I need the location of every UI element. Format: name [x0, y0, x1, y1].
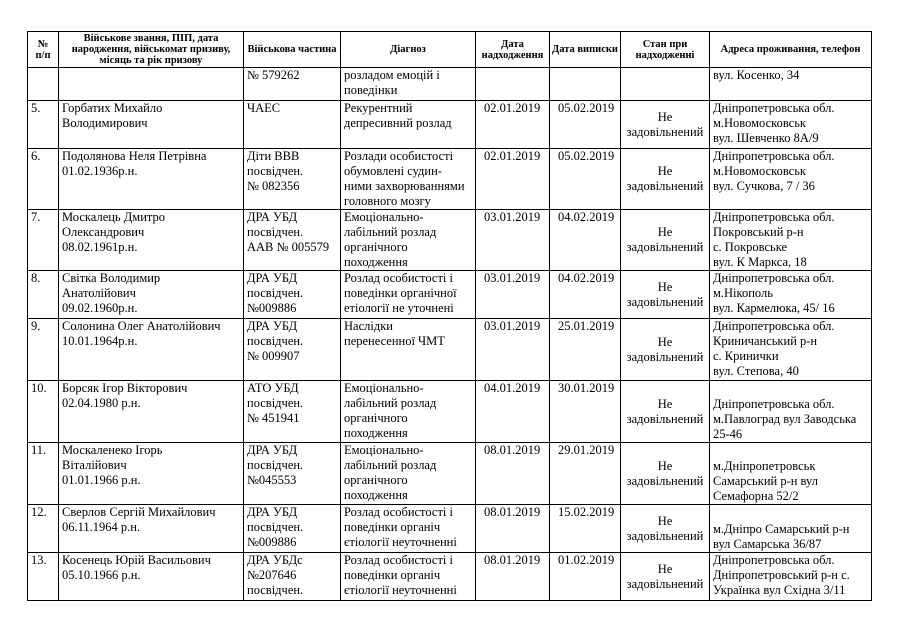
cell-diagnosis: Розлад особистості і поведінки органіч єтіології неуточненні [341, 505, 476, 553]
cell-num: 12. [28, 505, 59, 553]
cell-discharge [550, 68, 621, 101]
cell-state: Не задовільнений [621, 149, 710, 210]
cell-person: Подолянова Неля Петрівна 01.02.1936р.н. [59, 149, 244, 210]
cell-unit: АТО УБД посвідчен. № 451941 [244, 381, 341, 443]
cell-unit: № 579262 [244, 68, 341, 101]
cell-num: 5. [28, 101, 59, 149]
table-row [28, 210, 872, 271]
cell-num: 13. [28, 553, 59, 601]
cell-unit: ДРА УБД посвідчен. №045553 [244, 443, 341, 505]
cell-admission: 04.01.2019 [476, 381, 550, 443]
table-row [28, 319, 872, 381]
cell-person: Косенець Юрій Васильович 05.10.1966 р.н. [59, 553, 244, 601]
cell-address: вул. Косенко, 34 [710, 68, 872, 101]
cell-state: Не задовільнений [621, 319, 710, 381]
cell-unit: ДРА УБД посвідчен. ААВ № 005579 [244, 210, 341, 271]
cell-discharge: 05.02.2019 [550, 149, 621, 210]
cell-discharge: 15.02.2019 [550, 505, 621, 553]
cell-discharge: 25.01.2019 [550, 319, 621, 381]
cell-admission: 08.01.2019 [476, 505, 550, 553]
header-num: № п/п [28, 32, 59, 68]
cell-state: Не задовільнений [621, 210, 710, 271]
header-diagnosis: Діагноз [341, 32, 476, 68]
cell-person: Борсяк Ігор Вікторович 02.04.1980 р.н. [59, 381, 244, 443]
header-discharge: Дата виписки [550, 32, 621, 68]
cell-num: 10. [28, 381, 59, 443]
table-row [28, 101, 872, 149]
cell-unit: ДРА УБД посвідчен. №009886 [244, 505, 341, 553]
cell-person: Москаленеко Ігорь Віталійович 01.01.1966 р.н. [59, 443, 244, 505]
cell-diagnosis: Рекурентний депресивний розлад [341, 101, 476, 149]
cell-person: Сверлов Сергій Михайлович 06.11.1964 р.н. [59, 505, 244, 553]
cell-address: Дніпропетровська обл. Дніпропетровський р-н с. Українка вул Східна 3/11 [710, 553, 872, 601]
cell-state: Не задовільнений [621, 381, 710, 443]
cell-person [59, 68, 244, 101]
cell-discharge: 04.02.2019 [550, 210, 621, 271]
cell-discharge: 04.02.2019 [550, 271, 621, 319]
header-unit: Військова частина [244, 32, 341, 68]
cell-unit: ДРА УБД посвідчен. № 009907 [244, 319, 341, 381]
cell-diagnosis: Розлад особистості і поведінки органічної етіології не уточнені [341, 271, 476, 319]
cell-discharge: 30.01.2019 [550, 381, 621, 443]
cell-admission [476, 68, 550, 101]
cell-admission: 03.01.2019 [476, 319, 550, 381]
cell-num: 11. [28, 443, 59, 505]
cell-admission: 02.01.2019 [476, 101, 550, 149]
cell-discharge: 05.02.2019 [550, 101, 621, 149]
cell-diagnosis: Емоціонально- лабільний розлад органічного походження [341, 443, 476, 505]
document-page [27, 31, 872, 601]
cell-address: Дніпропетровська обл. м.Новомосковськ вул. Сучкова, 7 / 36 [710, 149, 872, 210]
cell-diagnosis: Емоціонально- лабільний розлад органічного походження [341, 381, 476, 443]
cell-num: 7. [28, 210, 59, 271]
cell-address: Дніпропетровська обл. м.Нікополь вул. Кармелюка, 45/ 16 [710, 271, 872, 319]
cell-diagnosis: Розлади особистості обумовлені судин- ними захворюваннями головного мозгу [341, 149, 476, 210]
cell-person: Солонина Олег Анатолійович 10.01.1964р.н. [59, 319, 244, 381]
cell-diagnosis: Емоціонально- лабільний розлад органічного походження [341, 210, 476, 271]
cell-admission: 02.01.2019 [476, 149, 550, 210]
cell-person: Горбатих Михайло Володимирович [59, 101, 244, 149]
cell-person: Світка Володимир Анатолійович 09.02.1960р.н. [59, 271, 244, 319]
cell-address: м.Дніпро Самарський р-н вул Самарська 36/87 [710, 505, 872, 553]
cell-discharge: 29.01.2019 [550, 443, 621, 505]
cell-state: Не задовільнений [621, 553, 710, 601]
cell-address: Дніпропетровська обл. Покровський р-н с. Покровське вул. К Маркса, 18 [710, 210, 872, 271]
cell-state: Не задовільнений [621, 101, 710, 149]
cell-state: Не задовільнений [621, 505, 710, 553]
cell-diagnosis: розладом емоцій і поведінки [341, 68, 476, 101]
table-row [28, 271, 872, 319]
table-row [28, 505, 872, 553]
cell-person: Москалець Дмитро Олександрович 08.02.1961р.н. [59, 210, 244, 271]
cell-address: Дніпропетровська обл. Криничанський р-н с. Кринички вул. Степова, 40 [710, 319, 872, 381]
header-admission: Дата надходження [476, 32, 550, 68]
cell-unit: ЧАЕС [244, 101, 341, 149]
cell-address: м.Дніпропетровськ Самарський р-н вул Семафорна 52/2 [710, 443, 872, 505]
cell-state: Не задовільнений [621, 271, 710, 319]
cell-num: 8. [28, 271, 59, 319]
cell-state: Не задовільнений [621, 443, 710, 505]
cell-discharge: 01.02.2019 [550, 553, 621, 601]
cell-unit: ДРА УБД посвідчен. №009886 [244, 271, 341, 319]
cell-admission: 03.01.2019 [476, 271, 550, 319]
cell-admission: 08.01.2019 [476, 443, 550, 505]
cell-num: 6. [28, 149, 59, 210]
table-row [28, 553, 872, 601]
header-person: Військове звання, ПІП, дата народження, військомат призиву, місяць та рік призову [59, 32, 244, 68]
cell-unit: Діти ВВВ посвідчен. № 082356 [244, 149, 341, 210]
header-row [28, 32, 872, 68]
patients-table [27, 31, 872, 601]
cell-address: Дніпропетровська обл. м.Павлоград вул Заводська 25-46 [710, 381, 872, 443]
table-row [28, 381, 872, 443]
cell-state [621, 68, 710, 101]
cell-admission: 03.01.2019 [476, 210, 550, 271]
header-state: Стан при надходженні [621, 32, 710, 68]
cell-admission: 08.01.2019 [476, 553, 550, 601]
table-row [28, 68, 872, 101]
header-address: Адреса проживання, телефон [710, 32, 872, 68]
cell-num [28, 68, 59, 101]
cell-diagnosis: Розлад особистості і поведінки органіч єтіології неуточненні [341, 553, 476, 601]
cell-unit: ДРА УБДс №207646 посвідчен. [244, 553, 341, 601]
cell-diagnosis: Наслідки перенесенної ЧМТ [341, 319, 476, 381]
cell-address: Дніпропетровська обл. м.Новомосковськ вул. Шевченко 8А/9 [710, 101, 872, 149]
table-row [28, 149, 872, 210]
table-row [28, 443, 872, 505]
cell-num: 9. [28, 319, 59, 381]
